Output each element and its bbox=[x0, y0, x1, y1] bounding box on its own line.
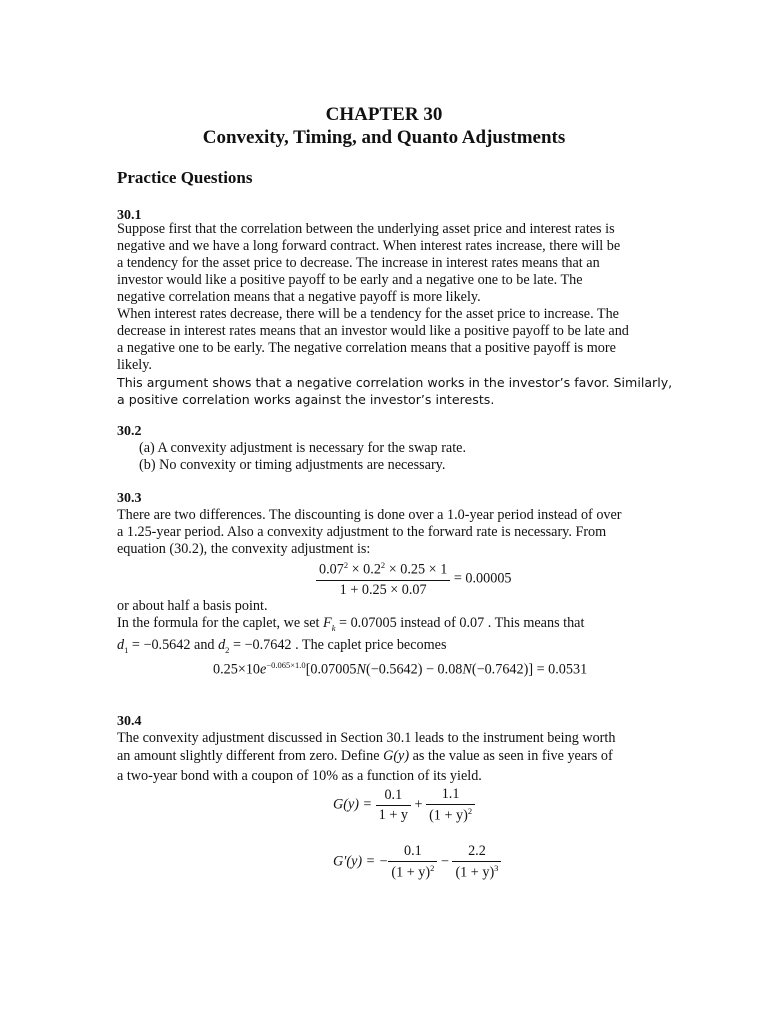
list-item: (a) A convexity adjustment is necessary for the swap rate. bbox=[139, 440, 466, 456]
fraction: $\frac{2.2}{(1 + y)^3}$ bbox=[452, 843, 501, 882]
chapter-number: CHAPTER 30 bbox=[325, 104, 443, 125]
answer-30-2 bbox=[139, 440, 466, 474]
text-line: a negative one to be early. The negative correlation means that a positive payoff is more bbox=[117, 340, 616, 356]
text-line: In the formula for the caplet, we set $F_k = 0.07005$ instead of 0.07 . This means that bbox=[117, 615, 585, 633]
text-line: a positive correlation works against the investor’s interests. bbox=[117, 392, 495, 407]
text-line: investor would like a positive payoff to be early and a negative one to be late. The bbox=[117, 272, 583, 288]
text-line: a 1.25-year period. Also a convexity adjustment to the forward rate is necessary. From bbox=[117, 524, 607, 540]
fraction: $\frac{1.1}{(1 + y)^2}$ bbox=[426, 786, 475, 825]
answer-30-1 bbox=[117, 221, 677, 408]
equation-result: = 0.00005 bbox=[450, 570, 512, 587]
answer-30-3 bbox=[117, 507, 677, 558]
text-line: or about half a basis point. bbox=[117, 598, 268, 614]
fraction: $\frac{0.1}{1 + y}$ bbox=[376, 787, 411, 824]
section-title: Practice Questions bbox=[117, 168, 253, 187]
text-line: an amount slightly different from zero. Define G(y) as the value as seen in five years of bbox=[117, 748, 613, 764]
fraction: $\frac{0.1}{(1 + y)^2}$ bbox=[388, 843, 437, 882]
numerator: $0.07^2 \times 0.2^2 \times 0.25 \times 1$ bbox=[316, 560, 450, 581]
text-line: When interest rates decrease, there will be a tendency for the asset price to increase. The bbox=[117, 306, 619, 322]
list-item: (b) No convexity or timing adjustments are necessary. bbox=[139, 457, 446, 473]
text-line: equation (30.2), the convexity adjustment is: bbox=[117, 541, 371, 557]
text-line: The convexity adjustment discussed in Section 30.1 leads to the instrument being worth bbox=[117, 730, 616, 746]
text-line: Suppose first that the correlation between the underlying asset price and interest rates is bbox=[117, 221, 615, 237]
text-line: negative and we have a long forward contract. When interest rates increase, there will be bbox=[117, 238, 621, 254]
text-line: $d_1 = -0.5642$ and $d_2 = -0.7642$ . The caplet price becomes bbox=[117, 637, 447, 655]
question-number-30-3: 30.3 bbox=[117, 491, 142, 506]
caplet-price-equation: $0.25\times 10e^{-0.065\times 1.0}[0.07005N(-0.5642) - 0.08N(-0.7642)] = 0.0531$ bbox=[213, 660, 588, 678]
convexity-adjustment-equation bbox=[316, 560, 512, 599]
bond-derivative-equation: G′(y) = − $\frac{0.1}{(1 + y)^2}$ − $\frac{2.2}{(1 + y)^3}$ bbox=[333, 843, 501, 882]
text-line: a tendency for the asset price to decrease. The increase in interest rates means that an bbox=[117, 255, 600, 271]
question-number-30-4: 30.4 bbox=[117, 714, 142, 729]
fraction bbox=[316, 560, 450, 599]
question-number-30-1: 30.1 bbox=[117, 208, 142, 223]
chapter-title: Convexity, Timing, and Quanto Adjustments bbox=[202, 127, 566, 148]
question-number-30-2: 30.2 bbox=[117, 424, 142, 439]
bond-value-equation: G(y) = $\frac{0.1}{1 + y}$ + $\frac{1.1}{(1 + y)^2}$ bbox=[333, 786, 475, 825]
text-line: negative correlation means that a negative payoff is more likely. bbox=[117, 289, 481, 305]
text-line: This argument shows that a negative correlation works in the investor’s favor. Similarly, bbox=[117, 375, 673, 390]
text-line: likely. bbox=[117, 357, 152, 373]
text-line: a two-year bond with a coupon of 10% as a function of its yield. bbox=[117, 768, 482, 784]
denominator: 1 + 0.25 × 0.07 bbox=[339, 581, 427, 598]
text-line: There are two differences. The discounting is done over a 1.0-year period instead of over bbox=[117, 507, 622, 523]
text-line: decrease in interest rates means that an investor would like a positive payoff to be late and bbox=[117, 323, 629, 339]
